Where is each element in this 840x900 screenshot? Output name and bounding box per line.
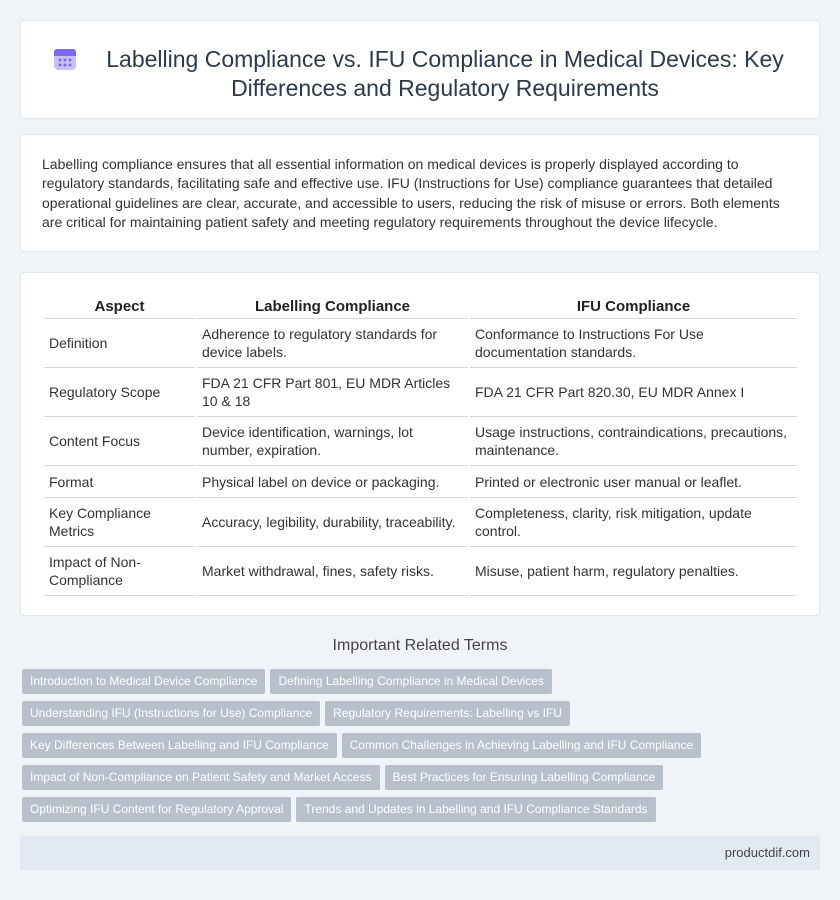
table-cell: Physical label on device or packaging. bbox=[197, 466, 468, 498]
table-cell: Usage instructions, contraindications, precautions, maintenance. bbox=[470, 417, 797, 466]
related-term-tag[interactable]: Impact of Non-Compliance on Patient Safety and Market Access bbox=[22, 765, 380, 790]
table-row bbox=[44, 466, 797, 498]
table-cell: Impact of Non-Compliance bbox=[44, 547, 195, 596]
related-terms-list bbox=[22, 669, 812, 829]
related-term-tag[interactable]: Common Challenges in Achieving Labelling and IFU Compliance bbox=[342, 733, 702, 758]
page-title: Labelling Compliance vs. IFU Compliance in Medical Devices: Key Differences and Regulatory Requirements bbox=[106, 46, 784, 101]
table-cell: Regulatory Scope bbox=[44, 368, 195, 417]
table-cell: Adherence to regulatory standards for device labels. bbox=[197, 319, 468, 368]
intro-card bbox=[20, 134, 820, 252]
column-header-aspect: Aspect bbox=[44, 295, 195, 319]
related-term-tag[interactable]: Optimizing IFU Content for Regulatory Approval bbox=[22, 797, 291, 822]
comparison-table bbox=[42, 295, 799, 596]
table-row bbox=[44, 368, 797, 417]
footer bbox=[20, 836, 820, 870]
table-cell: Definition bbox=[44, 319, 195, 368]
related-term-tag[interactable]: Key Differences Between Labelling and IFU Compliance bbox=[22, 733, 337, 758]
table-cell: Market withdrawal, fines, safety risks. bbox=[197, 547, 468, 596]
related-term-tag[interactable]: Introduction to Medical Device Compliance bbox=[22, 669, 265, 694]
table-cell: Accuracy, legibility, durability, traceability. bbox=[197, 498, 468, 547]
intro-paragraph: Labelling compliance ensures that all essential information on medical devices is properly displayed according to regulatory standards, facilitating safe and effective use. IFU (Instructions for Use) compliance guarantees that detailed operational guidelines are clear, accurate, and accessible to users, reducing the risk of misuse or errors. Both elements are critical for maintaining patient safety and meeting regulatory requirements throughout the device lifecycle. bbox=[42, 156, 780, 230]
table-cell: Format bbox=[44, 466, 195, 498]
calendar-icon bbox=[51, 45, 79, 73]
footer-site-name[interactable]: productdif.com bbox=[724, 845, 810, 860]
table-header-row bbox=[44, 295, 797, 319]
table-row bbox=[44, 498, 797, 547]
table-cell: Device identification, warnings, lot number, expiration. bbox=[197, 417, 468, 466]
table-cell: Completeness, clarity, risk mitigation, update control. bbox=[470, 498, 797, 547]
table-row bbox=[44, 547, 797, 596]
related-terms-title: Important Related Terms bbox=[332, 637, 508, 654]
related-term-tag[interactable]: Best Practices for Ensuring Labelling Compliance bbox=[385, 765, 664, 790]
related-term-tag[interactable]: Understanding IFU (Instructions for Use) Compliance bbox=[22, 701, 320, 726]
table-row bbox=[44, 319, 797, 368]
table-cell: Printed or electronic user manual or leaflet. bbox=[470, 466, 797, 498]
column-header-ifu: IFU Compliance bbox=[470, 295, 797, 319]
table-row bbox=[44, 417, 797, 466]
related-term-tag[interactable]: Defining Labelling Compliance in Medical Devices bbox=[270, 669, 551, 694]
related-term-tag[interactable]: Trends and Updates in Labelling and IFU Compliance Standards bbox=[296, 797, 655, 822]
table-cell: FDA 21 CFR Part 820.30, EU MDR Annex I bbox=[470, 368, 797, 417]
table-cell: Content Focus bbox=[44, 417, 195, 466]
table-cell: Misuse, patient harm, regulatory penalties. bbox=[470, 547, 797, 596]
column-header-labelling: Labelling Compliance bbox=[197, 295, 468, 319]
related-term-tag[interactable]: Regulatory Requirements: Labelling vs IFU bbox=[325, 701, 570, 726]
header-card bbox=[20, 20, 820, 119]
comparison-table-card bbox=[20, 272, 820, 616]
table-cell: FDA 21 CFR Part 801, EU MDR Articles 10 & 18 bbox=[197, 368, 468, 417]
table-cell: Key Compliance Metrics bbox=[44, 498, 195, 547]
table-cell: Conformance to Instructions For Use documentation standards. bbox=[470, 319, 797, 368]
